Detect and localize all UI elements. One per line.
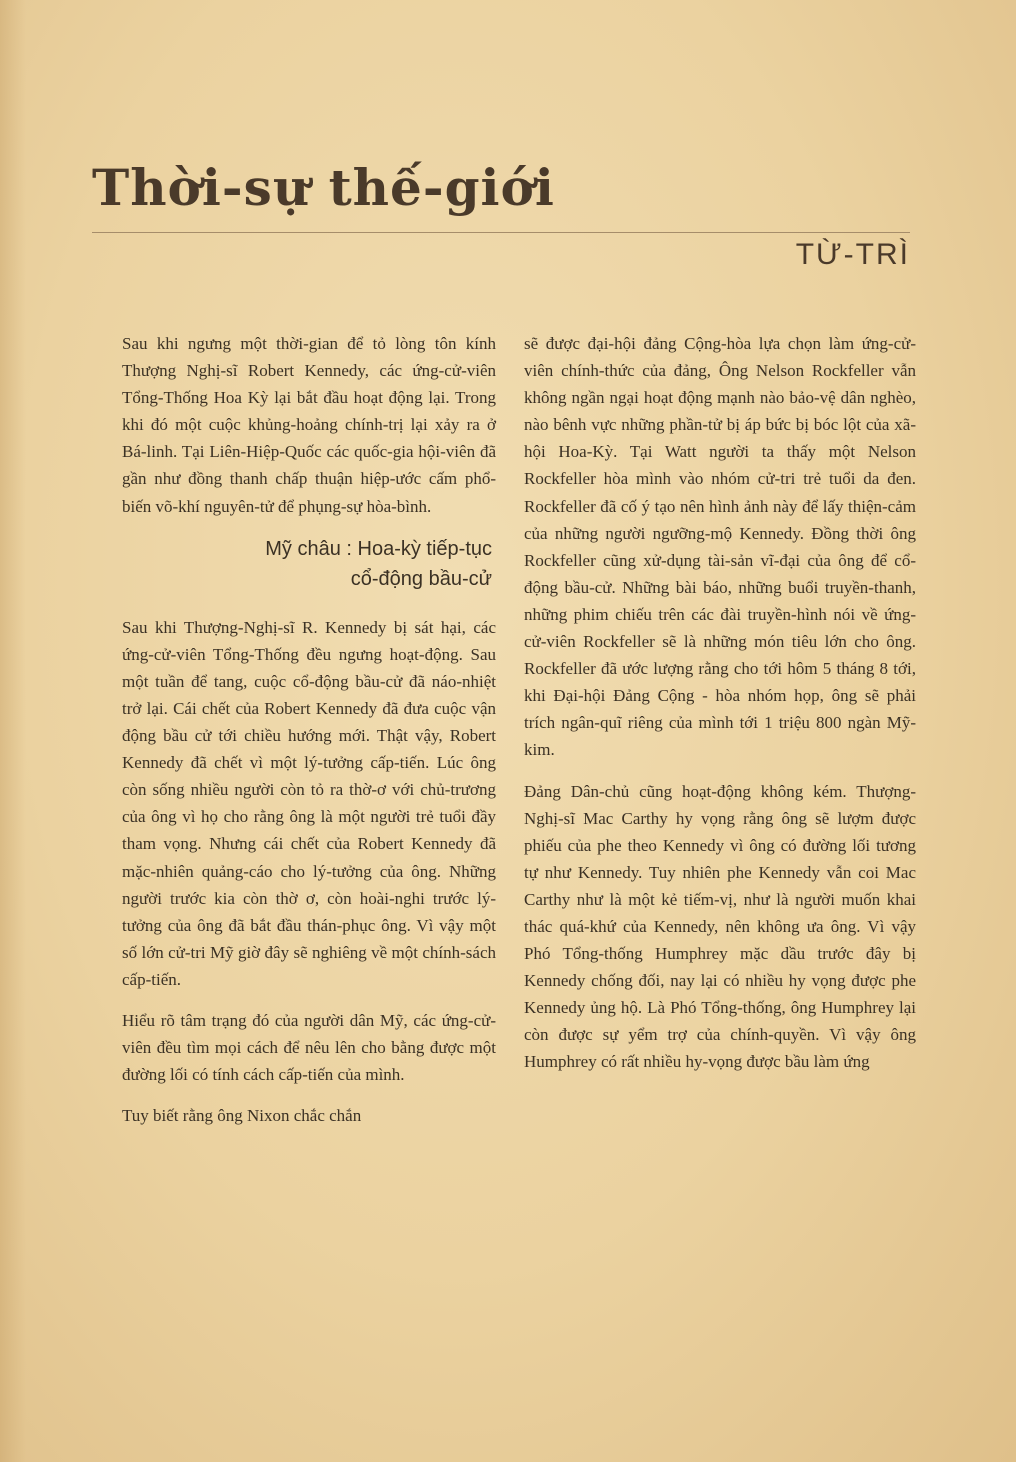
right-paragraph-1: sẽ được đại-hội đảng Cộng-hòa lựa chọn làm ứng-cử-viên chính-thức của đảng, Ông Nelson Rockfeller vẫn không ngần ngại hoạt động mạnh nào bảo-vệ dân nghèo, nào bênh vực những phần-tử bị áp bức bị bóc lột của xã-hội Hoa-Kỳ. Tại Watt người ta thấy một Nelson Rockfeller hòa mình vào nhóm cử-tri trẻ tuổi da đen. Rockfeller đã cố ý tạo nên hình ảnh này để lấy thiện-cảm của những người ngưỡng-mộ Kennedy. Đồng thời ông Rockfeller cũng xử-dụng tài-sản vĩ-đại của ông để cổ-động bầu-cử. Những bài báo, những buổi truyền-thanh, những phim chiếu trên các đài truyền-hình nói về ứng-cử-viên Rockfeller sẽ là những món tiêu lớn cho ông. Rockfeller đã ước lượng rằng cho tới hôm 5 tháng 8 tới, khi Đại-hội Đảng Cộng - hòa nhóm họp, ông sẽ phải trích ngân-quĩ riêng của mình tới 1 triệu 800 ngàn Mỹ-kim. xyxy=(524,334,916,760)
title-divider xyxy=(92,232,910,233)
section-subheading xyxy=(122,534,496,594)
article-author: TỪ-TRÌ xyxy=(795,238,910,271)
subheading-line-1: Mỹ châu : Hoa-kỳ tiếp-tục xyxy=(265,537,492,560)
right-paragraph-2: Đảng Dân-chủ cũng hoạt-động không kém. Thượng-Nghị-sĩ Mac Carthy hy vọng rằng ông sẽ lượm được phiếu của phe theo Kennedy vì ông có đường lối tương tự như Kennedy. Tuy nhiên phe Kennedy vẫn coi Mac Carthy như là một kẻ tiếm-vị, như là người muốn khai thác quá-khứ của Kennedy, nên không ưa ông. Vì vậy Phó Tổng-thống Humphrey mặc dầu trước đây bị Kennedy chống đối, nay lại có nhiều hy vọng được phe Kennedy ủng hộ. Là Phó Tổng-thống, ông Humphrey lại còn được sự yểm trợ của chính-quyền. Vì vậy ông Humphrey có rất nhiều hy-vọng được bầu làm ứng xyxy=(524,781,916,1072)
left-paragraph-2: Sau khi Thượng-Nghị-sĩ R. Kennedy bị sát hại, các ứng-cử-viên Tổng-Thống đều ngưng hoạt-động. Sau một tuần để tang, cuộc cổ-động bầu-cử đã náo-nhiệt trở lại. Cái chết của Robert Kennedy đã đưa cuộc vận động bầu cử tới chiều hướng mới. Thật vậy, Robert Kennedy đã chết vì một lý-tưởng cấp-tiến. Lúc ông còn sống nhiều người còn tỏ ra thờ-ơ với chủ-trương của ông vì họ cho rằng ông là một người trẻ tuổi đầy tham vọng. Nhưng cái chết của Robert Kennedy đã mặc-nhiên quảng-cáo cho lý-tưởng của ông. Những người trước kia còn thờ ơ, còn hoài-nghi trước lý-tưởng của ông đã bắt đầu thán-phục ông. Vì vậy một số lớn cử-tri Mỹ giờ đây sẽ nghiêng về một chính-sách cấp-tiến. xyxy=(122,617,496,989)
left-paragraph-1: Sau khi ngưng một thời-gian để tỏ lòng tôn kính Thượng Nghị-sĩ Robert Kennedy, các ứng-cử-viên Tổng-Thống Hoa Kỳ lại bắt đầu hoạt động lại. Trong khi đó một cuộc khủng-hoảng chính-trị lại xảy ra ở Bá-linh. Tại Liên-Hiệp-Quốc các quốc-gia hội-viên đã gần như đồng thanh chấp thuận hiệp-ước cấm phổ-biến võ-khí nguyên-tử để phụng-sự hòa-bình. xyxy=(122,334,496,516)
left-column xyxy=(122,330,496,1143)
left-paragraph-4: Tuy biết rằng ông Nixon chắc chắn xyxy=(122,1106,362,1126)
page-edge-shadow xyxy=(0,0,26,1462)
subheading-line-2: cổ-động bầu-cử xyxy=(350,567,492,590)
left-paragraph-3: Hiểu rõ tâm trạng đó của người dân Mỹ, các ứng-cử-viên đều tìm mọi cách để nêu lên cho bằng được một đường lối có tính cách cấp-tiến của mình. xyxy=(122,1010,496,1085)
right-column xyxy=(524,330,916,1090)
article-title: Thời-sự thế-giới xyxy=(92,158,555,217)
